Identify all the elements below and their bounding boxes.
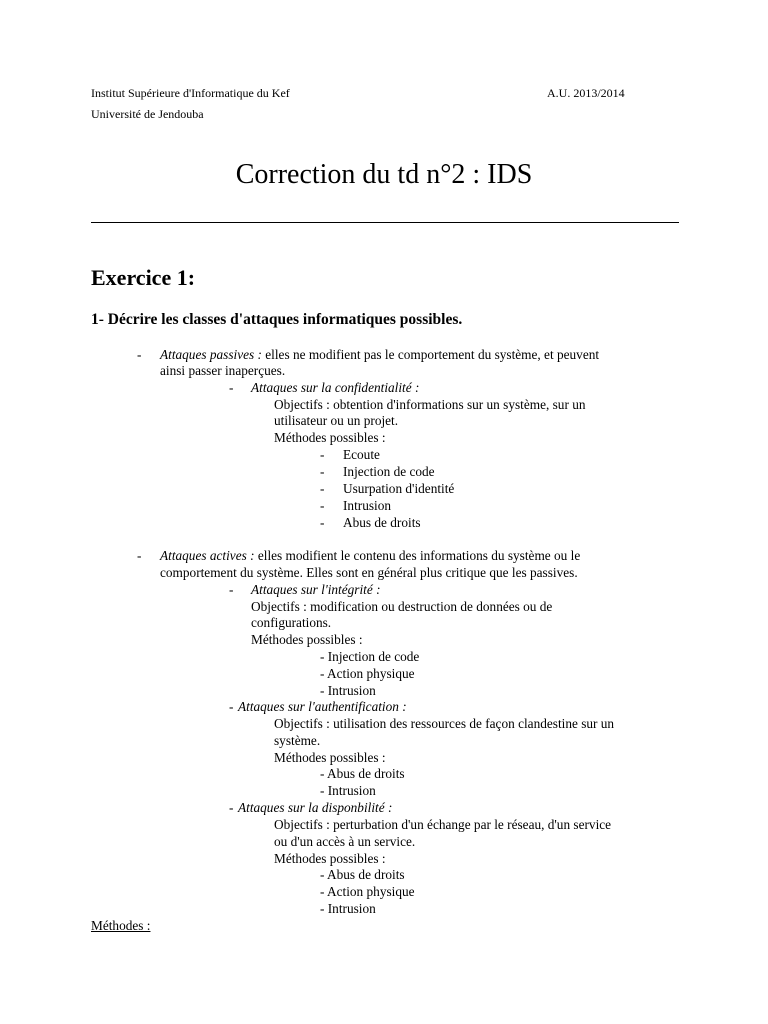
integrity-objectives-1: Objectifs : modification ou destruction de données ou de [251,599,553,614]
active-text-1: elles modifient le contenu des informations du système ou le [257,548,581,563]
confidentiality-label: Attaques sur la confidentialité : [251,380,420,395]
method-item: - Intrusion [320,901,376,916]
method-dash: - [320,498,325,513]
active-text-2: comportement du système. Elles sont en général plus critique que les passives. [160,565,578,580]
availability-methods-label: Méthodes possibles : [274,851,386,866]
method-dash: - [320,515,325,530]
method-item: Ecoute [343,447,380,462]
authentication-methods-label: Méthodes possibles : [274,750,386,765]
authentication-objectives-2: système. [274,733,321,748]
passive-label: Attaques passives : [160,347,262,362]
active-line1 [160,547,580,564]
availability-objectives-2: ou d'un accès à un service. [274,834,416,849]
question-heading: 1- Décrire les classes d'attaques informatiques possibles. [91,311,463,328]
authentication-label: Attaques sur l'authentification : [238,699,407,714]
method-dash: - [320,464,325,479]
method-dash: - [320,481,325,496]
authentication-objectives-1: Objectifs : utilisation des ressources de façon clandestine sur un [274,716,615,731]
method-item: Intrusion [343,498,392,513]
passive-text-1: elles ne modifient pas le comportement du système, et peuvent [265,347,600,362]
passive-line1 [160,346,676,363]
confidentiality-objectives-2: utilisateur ou un projet. [274,413,399,428]
title-divider [91,222,679,223]
bullet-dash: - [229,699,234,714]
bullet-dash: - [229,380,234,395]
method-item: - Injection de code [320,649,420,664]
integrity-label: Attaques sur l'intégrité : [251,582,381,597]
method-item: - Intrusion [320,783,376,798]
availability-label: Attaques sur la disponbilité : [238,800,393,815]
method-dash: - [320,447,325,462]
bullet-dash: - [137,347,142,362]
availability-objectives-1: Objectifs : perturbation d'un échange par le réseau, d'un service [274,817,612,832]
method-item: Usurpation d'identité [343,481,455,496]
passive-text-2: ainsi passer inaperçues. [160,363,286,378]
method-item: Abus de droits [343,515,421,530]
exercise-heading: Exercice 1: [91,265,196,290]
academic-year: A.U. 2013/2014 [547,86,625,100]
method-item: Injection de code [343,464,435,479]
method-item: - Abus de droits [320,766,405,781]
university-name: Université de Jendouba [91,107,204,121]
methods-heading: Méthodes : [91,918,151,933]
confidentiality-objectives-1: Objectifs : obtention d'informations sur un système, sur un [274,397,586,412]
integrity-objectives-2: configurations. [251,615,332,630]
active-label: Attaques actives : [160,548,255,563]
integrity-methods-label: Méthodes possibles : [251,632,363,647]
method-item: - Intrusion [320,683,376,698]
bullet-dash: - [137,548,142,563]
method-item: - Action physique [320,666,415,681]
method-item: - Action physique [320,884,415,899]
method-item: - Abus de droits [320,867,405,882]
confidentiality-methods-label: Méthodes possibles : [274,430,386,445]
bullet-dash: - [229,800,234,815]
institute-name: Institut Supérieure d'Informatique du Kef [91,86,290,100]
bullet-dash: - [229,582,234,597]
page-title: Correction du td n°2 : IDS [235,159,533,190]
